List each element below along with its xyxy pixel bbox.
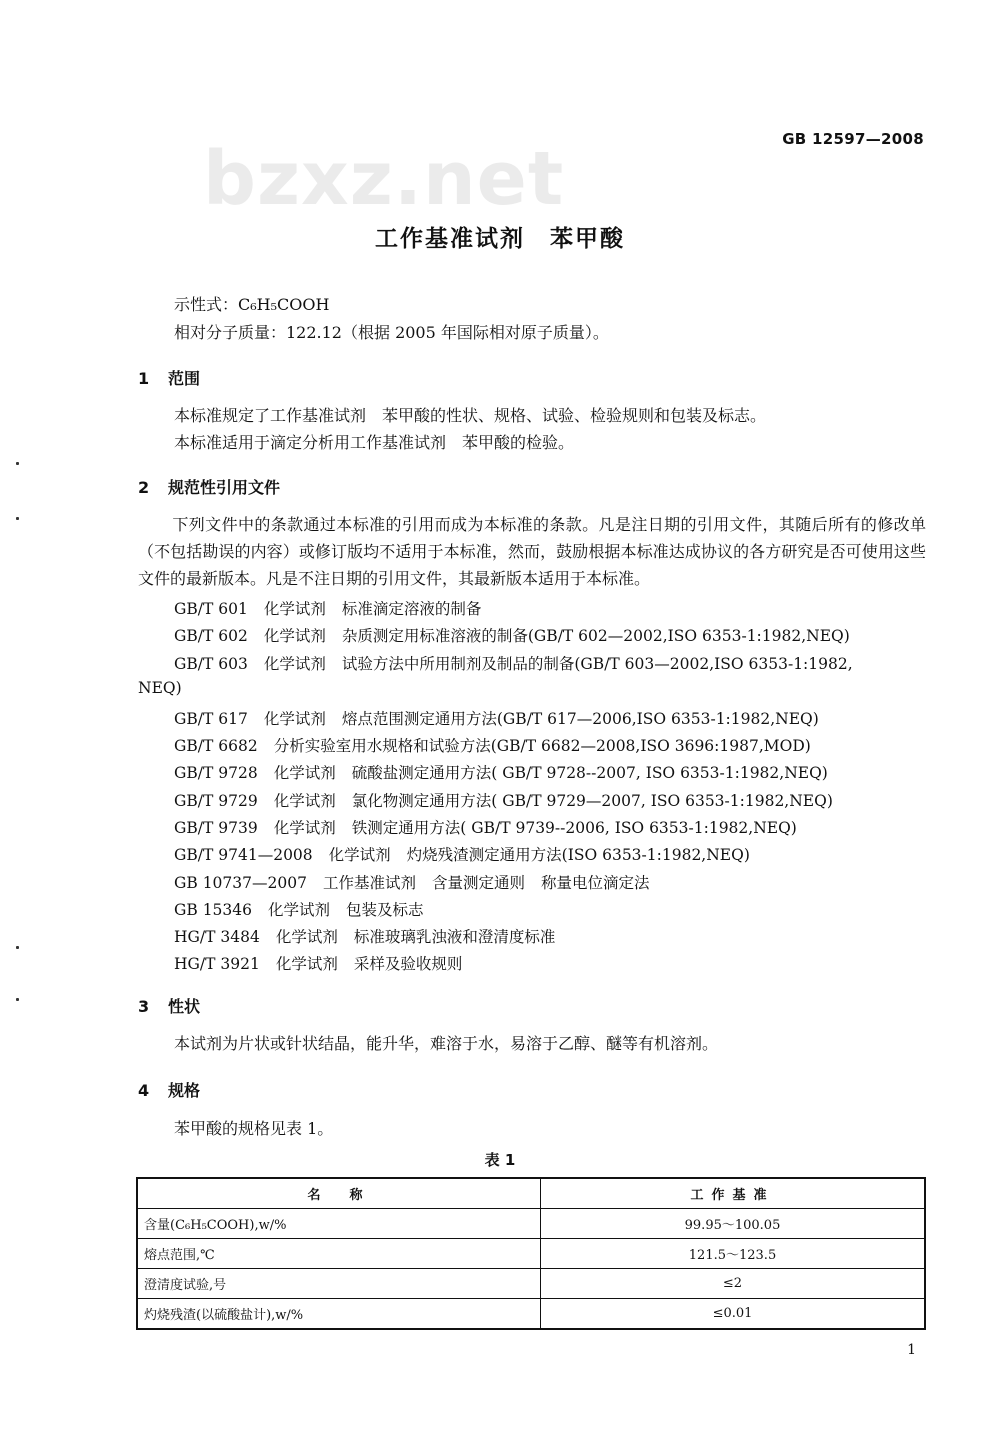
- reference-part: 试验方法中所用制剂及制品的制备(GB/T 603—2002,ISO 6353-1:1982,: [341, 655, 853, 673]
- reference-part: 标准玻璃乳浊液和澄清度标准: [353, 928, 556, 946]
- reference-part: 标准滴定溶液的制备: [341, 600, 482, 618]
- reference-part: 灼烧残渣测定通用方法(ISO 6353-1:1982,NEQ): [406, 846, 750, 864]
- reference-code: GB/T 602: [174, 627, 248, 645]
- reference-part: 化学试剂: [263, 710, 326, 728]
- margin-mark: [16, 462, 19, 465]
- reference-code: GB/T 6682: [174, 737, 258, 755]
- section-3-heading: [138, 994, 200, 1017]
- formula-value: C₆H₅COOH: [238, 295, 330, 314]
- margin-mark: [16, 998, 19, 1001]
- reference-item: [174, 761, 828, 783]
- formula-label: 示性式：: [174, 295, 239, 314]
- reference-part: 采样及验收规则: [353, 955, 463, 973]
- reference-part: 化学试剂: [263, 627, 326, 645]
- section-2-intro-text: 下列文件中的条款通过本标准的引用而成为本标准的条款。凡是注日期的引用文件，其随后所有的修改单（不包括勘误的内容）或修订版均不适用于本标准，然而，鼓励根据本标准达成协议的各方研究是否可使用这些文件的最新版本。凡是不注日期的引用文件，其最新版本适用于本标准。: [138, 515, 926, 588]
- section-title: 性状: [168, 997, 201, 1016]
- spec-table: [136, 1177, 926, 1330]
- reference-code: HG/T 3921: [174, 955, 260, 973]
- section-2-intro: [138, 511, 926, 592]
- watermark: bzxz.net: [203, 136, 565, 222]
- reference-part: 化学试剂: [275, 928, 338, 946]
- reference-part: 称量电位滴定法: [541, 874, 650, 892]
- reference-part: 含量测定通则: [431, 874, 525, 892]
- reference-item: [174, 734, 811, 756]
- reference-code: GB/T 9729: [174, 792, 258, 810]
- reference-part: 熔点范围测定通用方法(GB/T 617—2006,ISO 6353-1:1982,NEQ): [341, 710, 819, 728]
- reference-part: 杂质测定用标准溶液的制备(GB/T 602—2002,ISO 6353-1:1982,NEQ): [341, 627, 850, 645]
- reference-part: 化学试剂: [263, 600, 326, 618]
- table-row: [137, 1239, 925, 1269]
- row-name: 含量(C₆H₅COOH),w/%: [137, 1209, 541, 1239]
- reference-part: 工作基准试剂: [322, 874, 416, 892]
- document-title: 工作基准试剂 苯甲酸: [375, 226, 625, 252]
- row-value: ≤0.01: [541, 1299, 926, 1330]
- reference-item: [174, 789, 833, 811]
- reference-code: GB/T 9741—2008: [174, 846, 313, 864]
- column-header: 工作基准: [541, 1178, 926, 1209]
- section-number: 3: [138, 997, 150, 1016]
- reference-item: [174, 843, 750, 865]
- margin-mark: [16, 946, 19, 949]
- reference-part: 化学试剂: [263, 655, 326, 673]
- reference-code: GB/T 601: [174, 600, 248, 618]
- reference-item: [174, 952, 462, 974]
- section-1-heading: [138, 366, 200, 389]
- reference-continuation: NEQ): [138, 679, 182, 697]
- row-value: ≤2: [541, 1269, 926, 1299]
- reference-code: GB/T 617: [174, 710, 248, 728]
- reference-part: 化学试剂: [273, 764, 336, 782]
- table-row: [137, 1299, 925, 1330]
- reference-item: [174, 707, 819, 729]
- reference-part: 氯化物测定通用方法( GB/T 9729—2007, ISO 6353-1:1982,NEQ): [351, 792, 833, 810]
- reference-code: GB 15346: [174, 901, 253, 919]
- molecular-mass: 相对分子质量：122.12（根据 2005 年国际相对原子质量）。: [174, 323, 609, 342]
- row-name: 澄清度试验,号: [137, 1269, 541, 1299]
- reference-item: [174, 898, 424, 920]
- section-number: 2: [138, 478, 150, 497]
- reference-part: 化学试剂: [328, 846, 391, 864]
- reference-part: 分析实验室用水规格和试验方法(GB/T 6682—2008,ISO 3696:1987,MOD): [273, 737, 811, 755]
- reference-item: [174, 597, 481, 619]
- reference-part: 化学试剂: [273, 792, 336, 810]
- reference-part: 化学试剂: [268, 901, 331, 919]
- section-1-paragraph: 本标准适用于滴定分析用工作基准试剂 苯甲酸的检验。: [174, 433, 575, 452]
- column-header: 名 称: [137, 1178, 541, 1209]
- margin-mark: [16, 517, 19, 520]
- reference-part: 化学试剂: [273, 819, 336, 837]
- row-name: 熔点范围,℃: [137, 1239, 541, 1269]
- section-title: 规格: [168, 1081, 201, 1100]
- reference-item: [174, 871, 650, 893]
- row-value: 121.5～123.5: [541, 1239, 926, 1269]
- table-row: [137, 1209, 925, 1239]
- reference-code: GB/T 603: [174, 655, 248, 673]
- section-4-text: 苯甲酸的规格见表 1。: [174, 1119, 334, 1138]
- reference-item: [174, 624, 850, 646]
- reference-code: GB/T 9728: [174, 764, 258, 782]
- page-number: 1: [907, 1342, 916, 1358]
- reference-item: [174, 925, 555, 947]
- reference-part: 铁测定通用方法( GB/T 9739--2006, ISO 6353-1:1982,NEQ): [351, 819, 797, 837]
- table-caption: 表 1: [484, 1151, 516, 1169]
- section-4-heading: [138, 1078, 200, 1101]
- section-number: 4: [138, 1081, 150, 1100]
- section-number: 1: [138, 369, 150, 388]
- section-1-paragraph: 本标准规定了工作基准试剂 苯甲酸的性状、规格、试验、检验规则和包装及标志。: [174, 406, 767, 425]
- row-value: 99.95～100.05: [541, 1209, 926, 1239]
- section-title: 规范性引用文件: [168, 478, 281, 497]
- reference-part: 包装及标志: [346, 901, 424, 919]
- section-title: 范围: [168, 369, 201, 388]
- reference-code: HG/T 3484: [174, 928, 260, 946]
- table-row: [137, 1269, 925, 1299]
- reference-code: GB/T 9739: [174, 819, 258, 837]
- reference-item: [174, 652, 853, 674]
- reference-part: 化学试剂: [275, 955, 338, 973]
- standard-number: GB 12597—2008: [782, 130, 924, 148]
- table-header-row: [137, 1178, 925, 1209]
- row-name: 灼烧残渣(以硫酸盐计),w/%: [137, 1299, 541, 1330]
- reference-item: [174, 816, 797, 838]
- section-2-heading: [138, 475, 280, 498]
- formula-line: [174, 295, 329, 315]
- reference-part: 硫酸盐测定通用方法( GB/T 9728--2007, ISO 6353-1:1982,NEQ): [351, 764, 828, 782]
- section-3-text: 本试剂为片状或针状结晶，能升华，难溶于水，易溶于乙醇、醚等有机溶剂。: [174, 1034, 719, 1053]
- reference-code: GB 10737—2007: [174, 874, 307, 892]
